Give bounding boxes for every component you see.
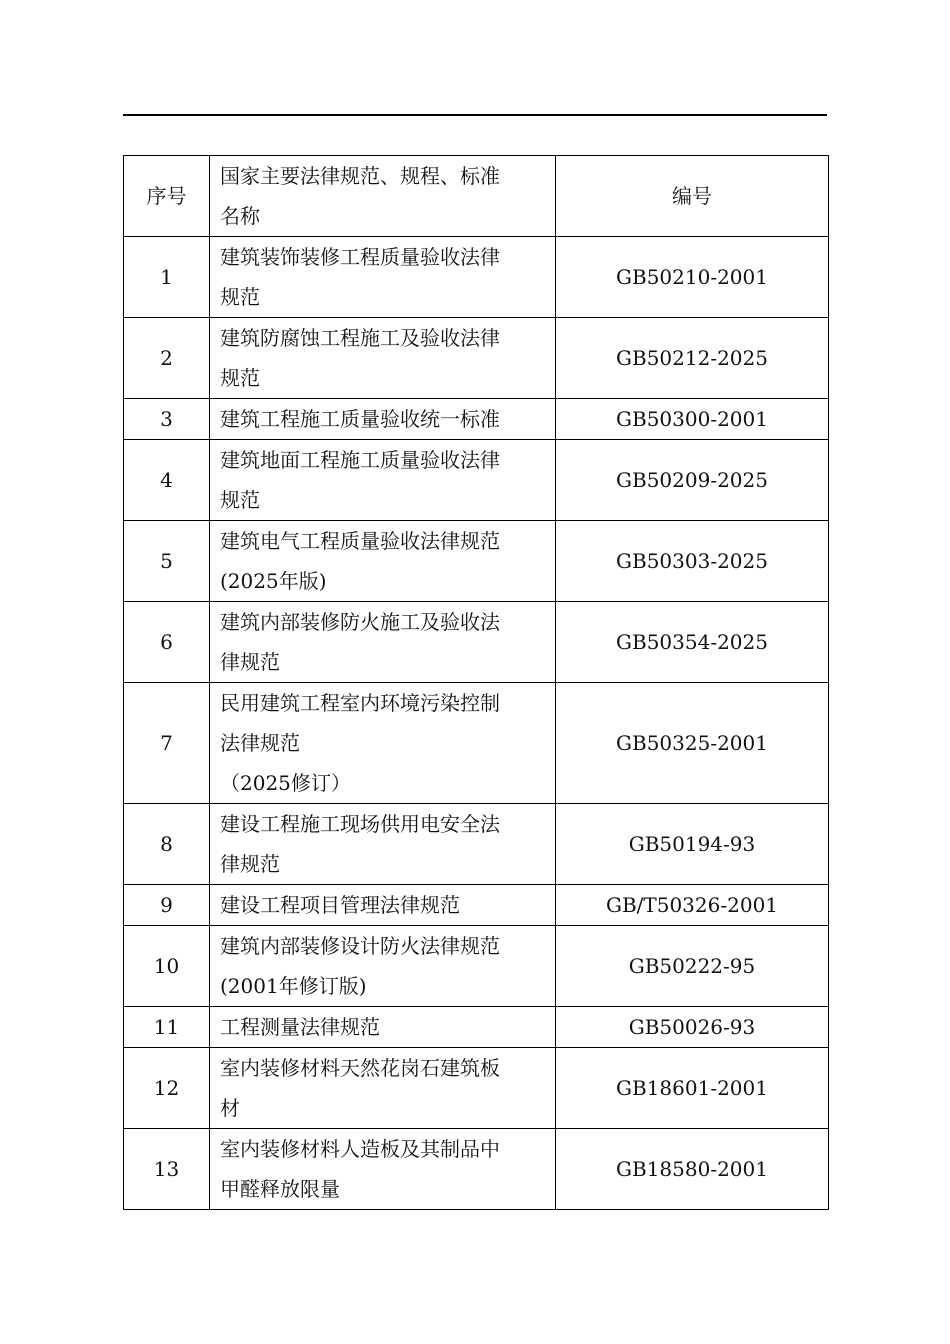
row-name-line: 建筑地面工程施工质量验收法律 xyxy=(220,448,500,472)
row-name-cell xyxy=(210,804,556,885)
row-name-line: 材 xyxy=(220,1096,240,1120)
row-name-line: (2001年修订版) xyxy=(220,974,367,998)
row-code-cell: GB50354-2025 xyxy=(556,602,829,683)
row-name-line: 民用建筑工程室内环境污染控制 xyxy=(220,691,500,715)
row-name-line: 建筑工程施工质量验收统一标准 xyxy=(220,407,500,431)
row-code-cell: GB50209-2025 xyxy=(556,440,829,521)
row-name-line: 建设工程施工现场供用电安全法 xyxy=(220,812,500,836)
table-row xyxy=(124,683,829,804)
row-code-cell: GB50300-2001 xyxy=(556,399,829,440)
row-index-cell: 3 xyxy=(124,399,210,440)
row-index-cell: 4 xyxy=(124,440,210,521)
header-name-cell xyxy=(210,156,556,237)
row-index-cell: 9 xyxy=(124,885,210,926)
table-row xyxy=(124,521,829,602)
row-name-cell xyxy=(210,683,556,804)
row-name-line: 规范 xyxy=(220,366,260,390)
header-name-line: 国家主要法律规范、规程、标准 xyxy=(220,164,500,188)
row-name-cell xyxy=(210,318,556,399)
row-name-line: 建筑电气工程质量验收法律规范 xyxy=(220,529,500,553)
row-code-cell: GB/T50326-2001 xyxy=(556,885,829,926)
row-name-line: 规范 xyxy=(220,488,260,512)
row-name-line: 法律规范 xyxy=(220,731,300,755)
row-name-line: 律规范 xyxy=(220,650,280,674)
row-name-cell xyxy=(210,237,556,318)
table-row xyxy=(124,440,829,521)
table-body xyxy=(124,156,829,1210)
table-row xyxy=(124,318,829,399)
row-code-cell: GB50222-95 xyxy=(556,926,829,1007)
table-row xyxy=(124,399,829,440)
row-code-cell: GB50212-2025 xyxy=(556,318,829,399)
row-name-cell xyxy=(210,1129,556,1210)
row-name-cell xyxy=(210,602,556,683)
row-name-line: （2025修订） xyxy=(220,771,351,795)
row-name-line: 律规范 xyxy=(220,852,280,876)
table-row xyxy=(124,602,829,683)
row-index-cell: 10 xyxy=(124,926,210,1007)
header-rule xyxy=(123,114,827,116)
row-name-line: 建筑内部装修设计防火法律规范 xyxy=(220,934,500,958)
table-row xyxy=(124,1048,829,1129)
row-name-cell xyxy=(210,521,556,602)
row-name-cell xyxy=(210,399,556,440)
header-code-cell: 编号 xyxy=(556,156,829,237)
row-name-line: 建筑内部装修防火施工及验收法 xyxy=(220,610,500,634)
row-name-line: 建设工程项目管理法律规范 xyxy=(220,893,460,917)
row-code-cell: GB50026-93 xyxy=(556,1007,829,1048)
row-code-cell: GB50325-2001 xyxy=(556,683,829,804)
table-row xyxy=(124,1007,829,1048)
row-name-line: 室内装修材料天然花岗石建筑板 xyxy=(220,1056,500,1080)
row-code-cell: GB18601-2001 xyxy=(556,1048,829,1129)
header-index-cell: 序号 xyxy=(124,156,210,237)
row-name-line: (2025年版) xyxy=(220,569,327,593)
row-index-cell: 1 xyxy=(124,237,210,318)
row-name-cell xyxy=(210,440,556,521)
row-name-cell xyxy=(210,885,556,926)
row-name-line: 甲醛释放限量 xyxy=(220,1177,340,1201)
row-index-cell: 13 xyxy=(124,1129,210,1210)
row-index-cell: 11 xyxy=(124,1007,210,1048)
row-name-line: 工程测量法律规范 xyxy=(220,1015,380,1039)
row-code-cell: GB50210-2001 xyxy=(556,237,829,318)
standards-table xyxy=(123,155,829,1210)
row-index-cell: 5 xyxy=(124,521,210,602)
row-name-line: 室内装修材料人造板及其制品中 xyxy=(220,1137,500,1161)
table-row xyxy=(124,1129,829,1210)
row-code-cell: GB50194-93 xyxy=(556,804,829,885)
table-row xyxy=(124,885,829,926)
row-name-cell xyxy=(210,1007,556,1048)
table-row xyxy=(124,804,829,885)
row-name-cell xyxy=(210,926,556,1007)
header-name-line: 名称 xyxy=(220,204,260,228)
row-index-cell: 6 xyxy=(124,602,210,683)
row-code-cell: GB18580-2001 xyxy=(556,1129,829,1210)
row-index-cell: 2 xyxy=(124,318,210,399)
row-name-cell xyxy=(210,1048,556,1129)
table-header-row xyxy=(124,156,829,237)
row-index-cell: 12 xyxy=(124,1048,210,1129)
table-row xyxy=(124,237,829,318)
row-name-line: 建筑防腐蚀工程施工及验收法律 xyxy=(220,326,500,350)
row-name-line: 规范 xyxy=(220,285,260,309)
row-index-cell: 7 xyxy=(124,683,210,804)
row-code-cell: GB50303-2025 xyxy=(556,521,829,602)
table-row xyxy=(124,926,829,1007)
row-name-line: 建筑装饰装修工程质量验收法律 xyxy=(220,245,500,269)
row-index-cell: 8 xyxy=(124,804,210,885)
